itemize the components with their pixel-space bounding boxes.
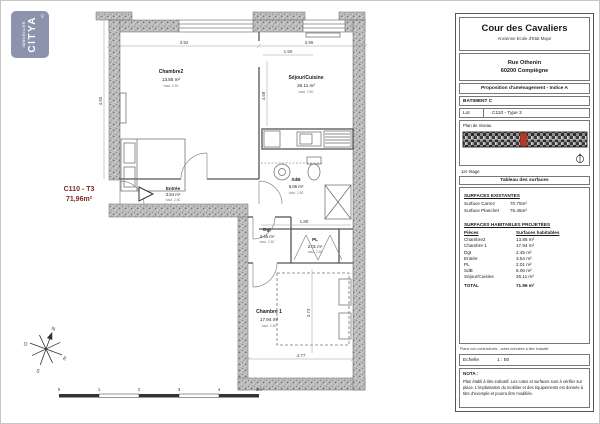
disclaimer-text: Plans non contractuels - cotes données à titre indicatif (460, 347, 549, 351)
level-label: 1er étage (461, 169, 480, 174)
existing-label: Surface Plancher (464, 208, 500, 213)
row-name: Chambre 1 (464, 243, 487, 249)
address-block (459, 53, 590, 81)
scale-tick-0: 0 (57, 387, 61, 392)
compass-e: E (62, 355, 68, 363)
title-block (455, 13, 594, 412)
room-entree-name: Entrée (165, 186, 181, 191)
row-name: Entrée (464, 255, 478, 261)
row-name: SdB (464, 268, 473, 274)
unit-area: 71,96m² (65, 196, 93, 203)
col-surfaces: Surfaces habitables (516, 230, 560, 235)
project-header (459, 17, 590, 51)
project-subtitle: Ancienne Ecole d'Etat Major (497, 36, 552, 41)
room-sdb-name: SdB (291, 177, 301, 182)
row-value: 6.06 m² (516, 268, 532, 274)
scale-tick-3: 3 (177, 387, 181, 392)
row-value: 13.85 m² (516, 237, 535, 243)
nota-box (459, 368, 590, 408)
dim-sejour-w: 1.50 (283, 49, 293, 54)
scale-bar (58, 387, 263, 398)
total-label: TOTAL (464, 282, 479, 288)
row-value: 2.45 m² (516, 249, 532, 255)
room-chambre1-area: 17.94 m² (259, 317, 279, 322)
highlighted-unit (520, 133, 527, 146)
row-name: PL (464, 261, 470, 267)
room-pl-name: PL (312, 237, 318, 242)
scale-value: 1 : 50 (497, 357, 510, 363)
room-entree-area: 3.54 m² (165, 192, 181, 197)
row-value: 26.11 m² (516, 274, 534, 280)
existing-row (464, 201, 585, 206)
room-pl-area: 2.01 m² (307, 244, 323, 249)
row-value: 2.01 m² (516, 261, 532, 267)
interior-walls (120, 32, 353, 263)
level-plan-thumbnail (462, 130, 589, 150)
projected-header (464, 230, 585, 236)
logo-subtext: IMMOBILIER (22, 21, 26, 48)
compass-o: O (22, 341, 29, 349)
room-chambre2-note: haut. 2.50 (163, 84, 179, 88)
room-entree-note: haut. 2.50 (165, 198, 181, 202)
room-sdb-area: 6.06 m² (288, 184, 304, 189)
room-sdb-note: haut. 2.50 (288, 191, 304, 195)
room-dgt-area: 2.45 m² (259, 234, 275, 239)
building-row: BATIMENT C (459, 96, 590, 106)
lot-label: Lot (460, 109, 484, 117)
existing-title: SURFACES EXISTANTES (464, 193, 520, 198)
row-value: 17.94 m² (516, 243, 535, 249)
row-name: Séjour/Cuisine (464, 274, 494, 280)
proposal-row: Proposition d'aménagement - Indice A (459, 83, 590, 94)
project-title: Cour des Cavaliers (481, 23, 568, 34)
dim-ch1-h: 3.73 (306, 308, 311, 318)
projected-title: SURFACES HABITABLES PROJETÉES (464, 222, 551, 227)
nota-label: NOTA : (463, 371, 479, 376)
room-sejour-area: 26.11 m² (297, 83, 315, 88)
address-line2: 60200 Compiègne (500, 68, 549, 74)
level-plan-box (459, 120, 590, 166)
compass-s: S (35, 368, 41, 375)
scale-label: Echelle (463, 357, 480, 363)
table-row (464, 274, 585, 280)
room-dgt-note: haut. 2.50 (259, 240, 275, 244)
north-arrow-icon (575, 152, 585, 164)
compass-rose-icon (15, 319, 76, 383)
scale-tick-5: 5m (256, 387, 262, 392)
row-value: 3.54 m² (516, 255, 532, 261)
scale-tick-1: 1 (97, 387, 101, 392)
room-chambre1-note: haut. 2.50 (261, 324, 277, 328)
room-chambre2-area: 13.85 m² (161, 77, 181, 82)
logo-brand: CITYA (27, 16, 38, 53)
bed-chambre2 (120, 93, 185, 191)
level-plan-label: Plan de niveau (463, 123, 492, 128)
address-line1: Rue Othenin (507, 59, 542, 66)
lot-value: C110 - Type 3 (492, 111, 522, 116)
row-name: Chambre2 (464, 237, 486, 243)
dim-top-left: 3.92 (179, 40, 189, 45)
unit-code: C110 - T3 (63, 186, 95, 193)
room-chambre1-name: Chambre 1 (256, 309, 282, 315)
surfaces-table-title: Tableau des surfaces (459, 176, 590, 185)
existing-value: 70.75m² (510, 201, 527, 206)
room-dgt-name: Dgt (263, 227, 271, 232)
entrance-arrow-icon (139, 187, 153, 201)
dim-ch1-w: 4.77 (296, 353, 306, 358)
existing-value: 75.45m² (510, 208, 527, 213)
nota-text: Plan établi à titre indicatif. Les cotes et surfaces sont à vérifier sur place. L'implantation du mobilier et des équipements est donnée à titre d'exemple et pourra être modifiée. (463, 378, 584, 397)
dim-left-h: 4.55 (98, 96, 103, 106)
room-chambre2-name: Chambre2 (158, 69, 184, 75)
unit-label (64, 186, 153, 203)
room-sejour-note: haut. 2.50 (298, 90, 314, 94)
dim-sdb-w: 1.80 (299, 219, 309, 224)
dim-sejour-h: 4.58 (261, 91, 266, 101)
bathroom-fixtures (261, 157, 351, 219)
room-sejour-name: Séjour/Cuisine (288, 75, 324, 81)
dim-top-right: 3.96 (304, 40, 314, 45)
total-value: 71.96 m² (516, 282, 535, 288)
row-name: Dgt (464, 249, 472, 255)
table-total-row (464, 283, 585, 289)
exterior-walls (96, 12, 365, 390)
compass-n: N (50, 325, 56, 333)
col-rooms: Pièces (464, 230, 479, 235)
scale-tick-2: 2 (137, 387, 141, 392)
existing-label: Surface Carrez (464, 201, 495, 206)
floor-plan-svg (1, 1, 456, 424)
lot-row (459, 108, 590, 118)
door-symbols (120, 153, 342, 287)
crown-icon: ♕ (39, 14, 45, 20)
existing-row (464, 208, 585, 213)
scale-row (459, 354, 590, 366)
surfaces-sections (459, 187, 590, 344)
scale-tick-4: 4 (217, 387, 221, 392)
room-pl-note: haut. 2.50 (307, 250, 323, 254)
